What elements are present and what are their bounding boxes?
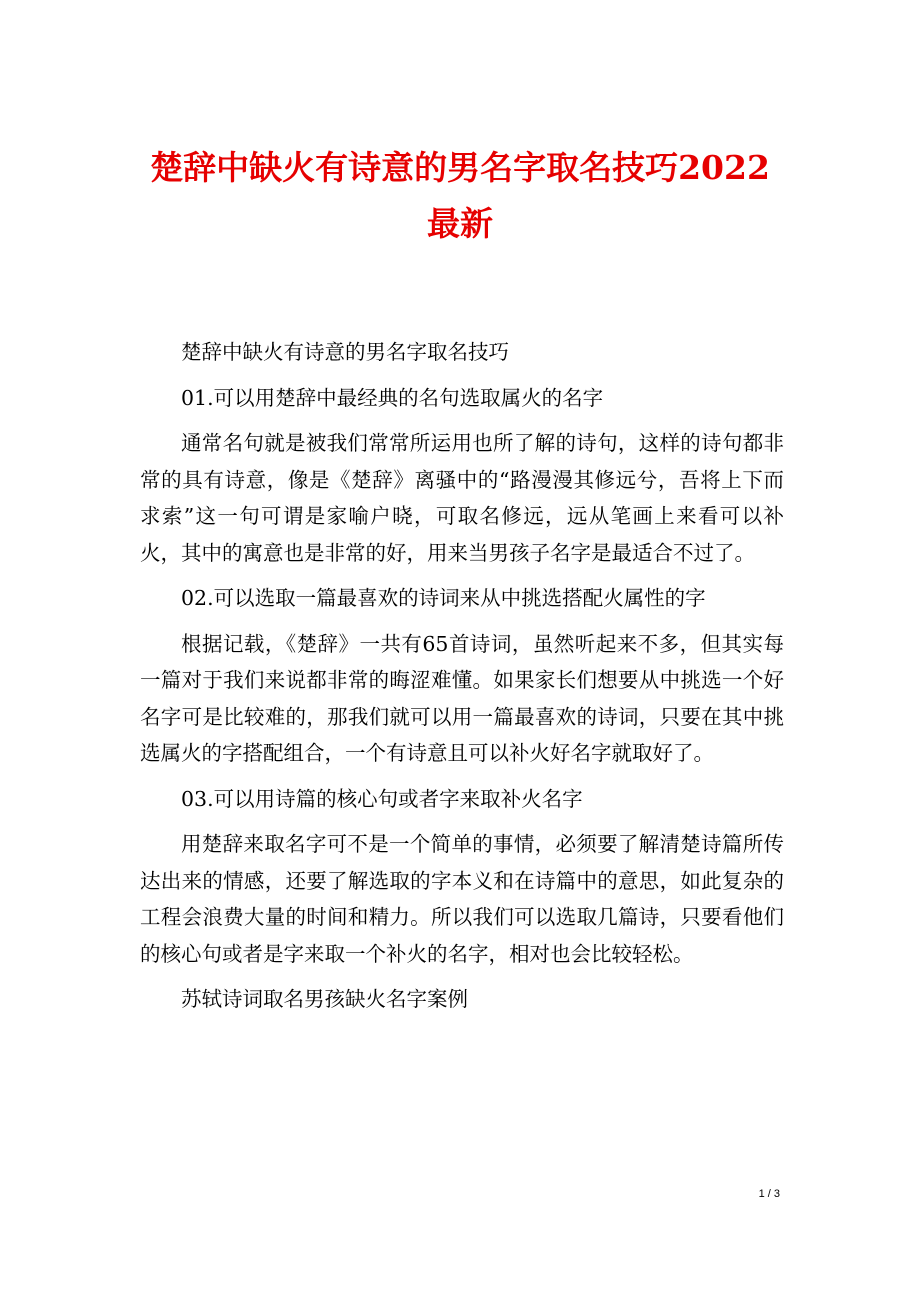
paragraph-03: 用楚辞来取名字可不是一个简单的事情，必须要了解清楚诗篇所传达出来的情感，还要了解选取的字本义和在诗篇中的意思，如此复杂的工程会浪费大量的时间和精力。所以我们可以选取几篇诗，只要看他们的核心句或者是字来取一个补火的名字，相对也会比较轻松。 bbox=[140, 832, 784, 966]
section-heading-02: 02.可以选取一篇最喜欢的诗词来从中挑选搭配火属性的字 bbox=[181, 586, 706, 610]
page-number: 1 / 3 bbox=[758, 1188, 780, 1200]
document-body bbox=[140, 334, 784, 1018]
section-heading-examples: 苏轼诗词取名男孩缺火名字案例 bbox=[181, 987, 468, 1011]
paragraph-02: 根据记载，《楚辞》一共有65首诗词，虽然听起来不多，但其实每一篇对于我们来说都非常的晦涩难懂。如果家长们想要从中挑选一个好名字可是比较难的，那我们就可以用一篇最喜欢的诗词，只要在其中挑选属火的字搭配组合，一个有诗意且可以补火好名字就取好了。 bbox=[140, 631, 784, 765]
paragraph-intro: 楚辞中缺火有诗意的男名字取名技巧 bbox=[181, 340, 509, 364]
section-heading-03: 03.可以用诗篇的核心句或者字来取补火名字 bbox=[181, 786, 583, 811]
paragraph-01: 通常名句就是被我们常常所运用也所了解的诗句，这样的诗句都非常的具有诗意，像是《楚辞》离骚中的“路漫漫其修远兮，吾将上下而求索”这一句可谓是家喻户晓，可取名修远，远从笔画上来看可以补火，其中的寓意也是非常的好，用来当男孩子名字是最适合不过了。 bbox=[140, 431, 784, 565]
document-title: 楚辞中缺火有诗意的男名字取名技巧2022最新 bbox=[150, 148, 770, 243]
section-heading-01: 01.可以用楚辞中最经典的名句选取属火的名字 bbox=[181, 385, 604, 410]
